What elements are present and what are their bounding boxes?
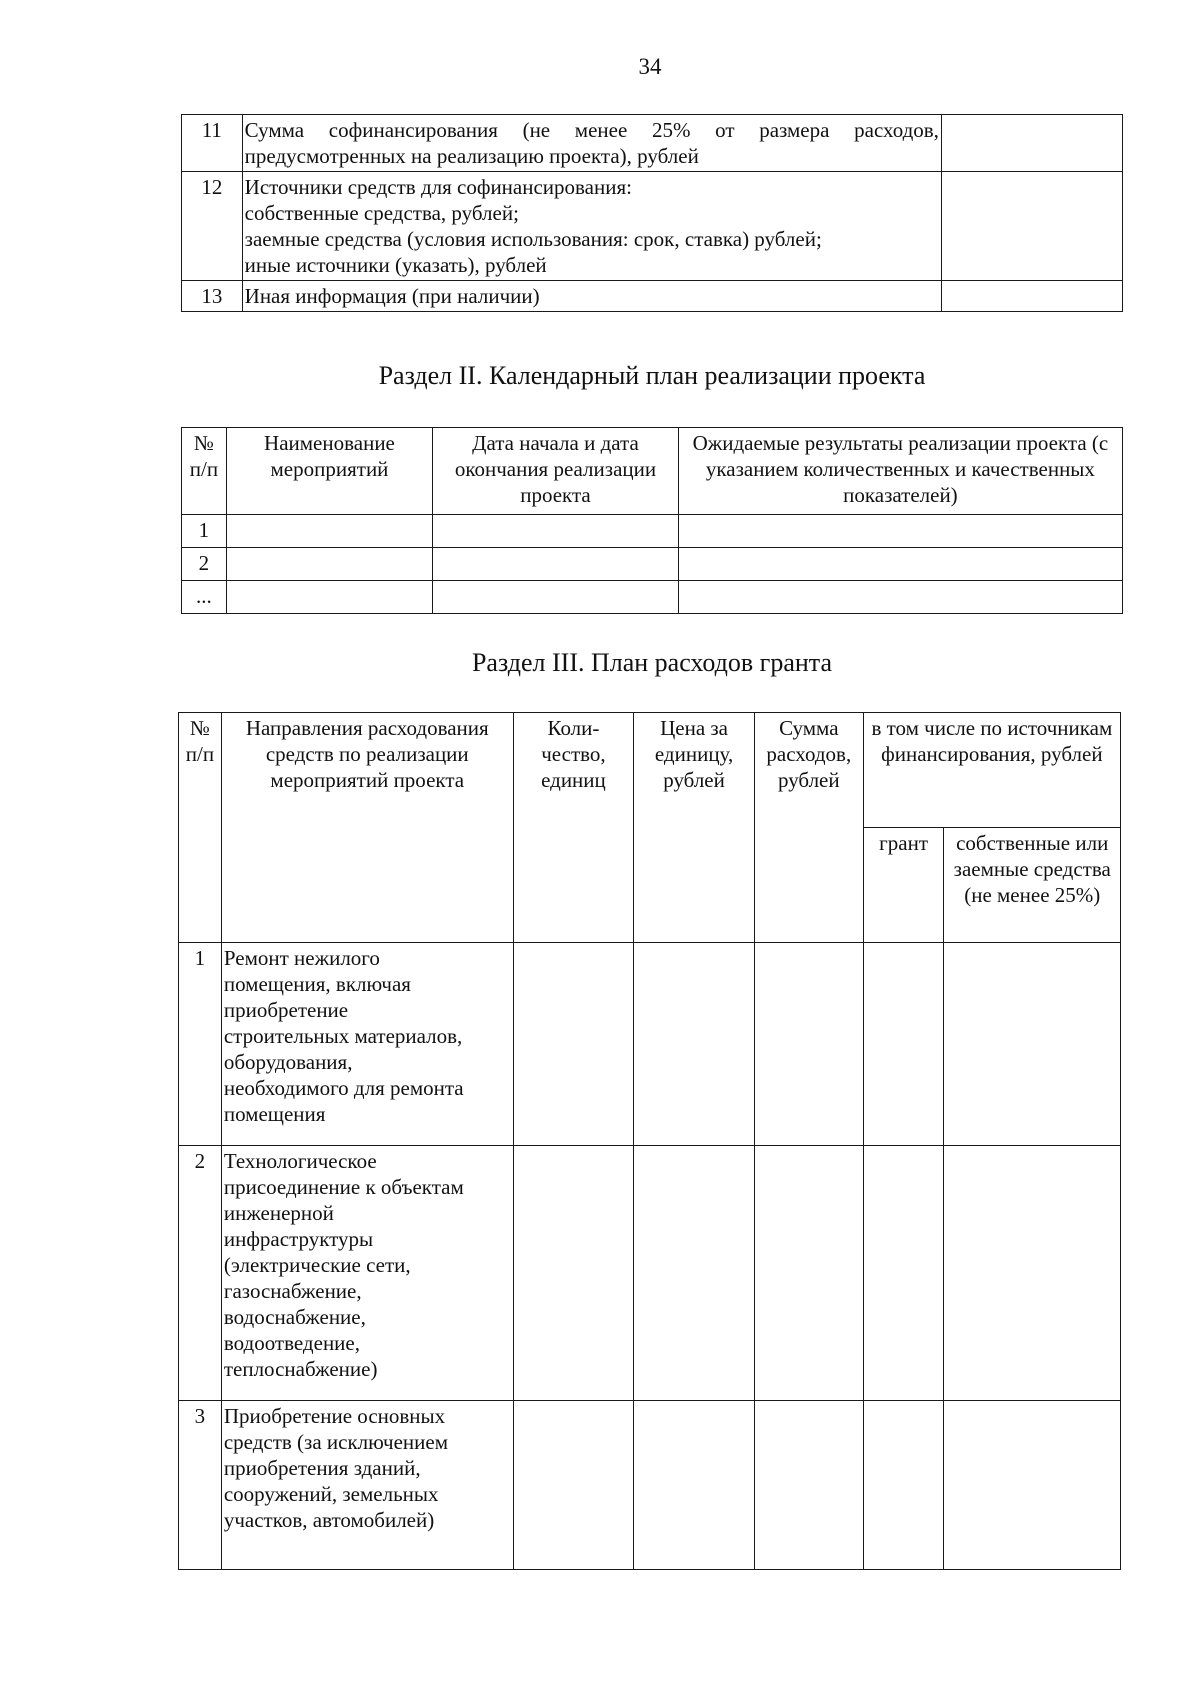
- table-row: [182, 548, 1123, 581]
- value-cell[interactable]: [941, 115, 1122, 172]
- col-header-number: № п/п: [179, 713, 222, 943]
- quantity-cell[interactable]: [513, 943, 634, 1146]
- row-line: помещения, включая: [223, 972, 411, 996]
- grant-cell[interactable]: [863, 1146, 944, 1401]
- table-row: [182, 515, 1123, 548]
- col-header-results: Ожидаемые результаты реализации проекта (с указанием количественных и качественных показателей): [678, 428, 1122, 515]
- col-header-quantity: Коли-чество, единиц: [513, 713, 634, 943]
- row-number: 13: [182, 281, 243, 312]
- value-cell[interactable]: [941, 172, 1122, 281]
- own-funds-cell[interactable]: [944, 1401, 1121, 1570]
- row-line: газоснабжение,: [223, 1279, 362, 1303]
- results-cell[interactable]: [678, 581, 1122, 614]
- row-line: собственные средства, рублей;: [244, 201, 519, 225]
- row-line: инфраструктуры: [223, 1227, 374, 1251]
- row-line: заемные средства (условия использования: срок, ставка) рублей;: [244, 227, 822, 251]
- activity-cell[interactable]: [226, 548, 432, 581]
- own-funds-cell[interactable]: [944, 943, 1121, 1146]
- section-2-title: Раздел II. Календарный план реализации проекта: [378, 361, 926, 390]
- table-row: [182, 115, 1123, 172]
- table-row: [182, 581, 1123, 614]
- table-row: [179, 1401, 1121, 1570]
- row-line: строительных материалов,: [223, 1024, 463, 1048]
- sum-cell[interactable]: [754, 1401, 863, 1570]
- direction-cell: [221, 1401, 513, 1570]
- price-cell[interactable]: [634, 943, 755, 1146]
- price-cell[interactable]: [634, 1146, 755, 1401]
- row-line: присоединение к объектам: [223, 1175, 464, 1199]
- header-row: [182, 428, 1123, 515]
- row-line: приобретение: [223, 998, 349, 1022]
- expense-plan-table: [178, 712, 1121, 1570]
- table-row: [179, 1146, 1121, 1401]
- results-cell[interactable]: [678, 515, 1122, 548]
- row-line: Сумма софинансирования (не менее 25% от размера расходов, предусмотренных на реализацию проекта), рублей: [244, 118, 939, 168]
- row-line: Источники средств для софинансирования:: [244, 175, 632, 199]
- table-row: [182, 172, 1123, 281]
- quantity-cell[interactable]: [513, 1401, 634, 1570]
- page-number: 34: [638, 54, 662, 79]
- row-line: инженерной: [223, 1201, 334, 1225]
- row-number: 1: [179, 943, 222, 1146]
- col-header-dates: Дата начала и дата окончания реализации проекта: [433, 428, 679, 515]
- row-text: [242, 115, 941, 172]
- row-line: (электрические сети,: [223, 1253, 411, 1277]
- row-number: 2: [182, 548, 227, 581]
- col-header-grant: грант: [863, 828, 944, 943]
- row-number: 11: [182, 115, 243, 172]
- col-header-price: Цена за единицу, рублей: [634, 713, 755, 943]
- activity-cell[interactable]: [226, 581, 432, 614]
- results-cell[interactable]: [678, 548, 1122, 581]
- direction-cell: [221, 943, 513, 1146]
- row-number: ...: [182, 581, 227, 614]
- direction-cell: [221, 1146, 513, 1401]
- col-header-own-funds: собственные или заемные средства (не менее 25%): [944, 828, 1121, 943]
- row-number: 1: [182, 515, 227, 548]
- row-text: [242, 281, 941, 312]
- sum-cell[interactable]: [754, 943, 863, 1146]
- value-cell[interactable]: [941, 281, 1122, 312]
- activity-cell[interactable]: [226, 515, 432, 548]
- col-header-number: № п/п: [182, 428, 227, 515]
- col-header-activity: Наименование мероприятий: [226, 428, 432, 515]
- row-line: помещения: [223, 1102, 326, 1126]
- row-line: приобретения зданий,: [223, 1456, 421, 1480]
- row-text: [242, 172, 941, 281]
- table-row: [179, 943, 1121, 1146]
- calendar-plan-table: [181, 427, 1123, 614]
- row-line: иные источники (указать), рублей: [244, 253, 547, 277]
- row-number: 2: [179, 1146, 222, 1401]
- col-header-direction: Направления расходования средств по реализации мероприятий проекта: [221, 713, 513, 943]
- dates-cell[interactable]: [433, 515, 679, 548]
- sum-cell[interactable]: [754, 1146, 863, 1401]
- header-row: [179, 713, 1121, 828]
- row-line: сооружений, земельных: [223, 1482, 439, 1506]
- row-line: необходимого для ремонта: [223, 1076, 464, 1100]
- row-line: Приобретение основных: [223, 1404, 446, 1428]
- grant-cell[interactable]: [863, 943, 944, 1146]
- quantity-cell[interactable]: [513, 1146, 634, 1401]
- row-number: 3: [179, 1401, 222, 1570]
- section-3-title: Раздел III. План расходов гранта: [471, 648, 833, 677]
- row-line: водоотведение,: [223, 1331, 360, 1355]
- row-line: Технологическое: [223, 1149, 377, 1173]
- col-header-sources: в том числе по источникам финансирования, рублей: [863, 713, 1120, 828]
- dates-cell[interactable]: [433, 548, 679, 581]
- dates-cell[interactable]: [433, 581, 679, 614]
- row-line: теплоснабжение): [223, 1357, 378, 1381]
- row-line: участков, автомобилей): [223, 1508, 435, 1532]
- col-header-sum: Сумма расходов, рублей: [754, 713, 863, 943]
- row-line: оборудования,: [223, 1050, 353, 1074]
- row-line: средств (за исключением: [223, 1430, 449, 1454]
- own-funds-cell[interactable]: [944, 1146, 1121, 1401]
- row-number: 12: [182, 172, 243, 281]
- row-line: водоснабжение,: [223, 1305, 366, 1329]
- row-line: Ремонт нежилого: [223, 946, 380, 970]
- table-row: [182, 281, 1123, 312]
- price-cell[interactable]: [634, 1401, 755, 1570]
- cofinancing-table: [181, 114, 1123, 312]
- row-line: Иная информация (при наличии): [244, 284, 540, 308]
- grant-cell[interactable]: [863, 1401, 944, 1570]
